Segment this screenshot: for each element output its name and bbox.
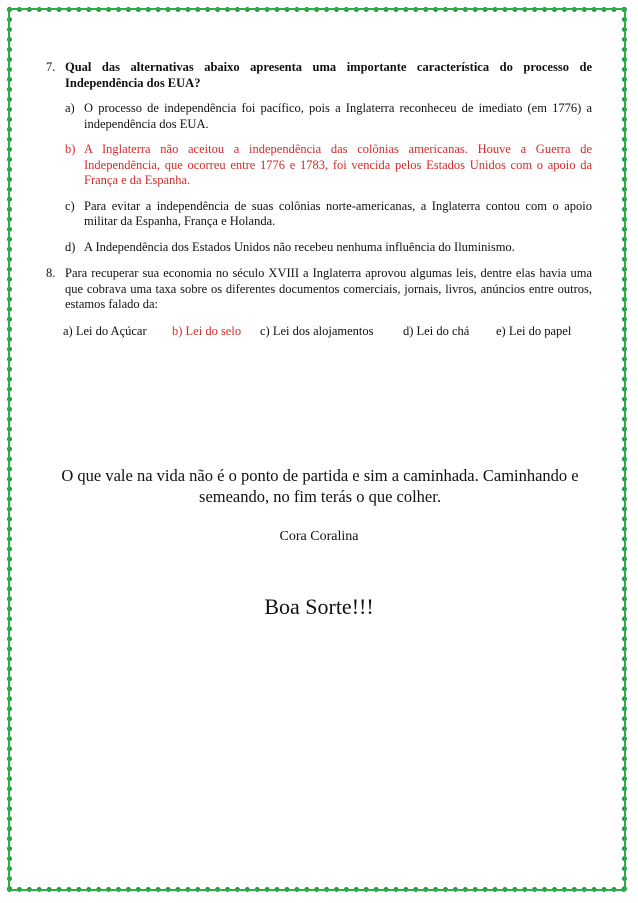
question-8-option-e: e) Lei do papel bbox=[496, 323, 572, 338]
question-7-option-d bbox=[46, 240, 592, 256]
question-8-number: 8. bbox=[46, 266, 56, 280]
exam-content bbox=[46, 60, 592, 339]
question-7-option-b bbox=[46, 142, 592, 189]
question-8-option-c: c) Lei dos alojamentos bbox=[260, 323, 374, 338]
question-8 bbox=[46, 266, 592, 313]
option-letter: c) bbox=[65, 198, 75, 213]
question-7-number: 7. bbox=[46, 60, 56, 74]
quote-text: O que vale na vida não é o ponto de partida e sim a caminhada. Caminhando e semeando, no fim terás o que colher. bbox=[61, 466, 579, 506]
option-letter: a) bbox=[65, 101, 75, 115]
option-text: A Inglaterra não aceitou a independência das colônias americanas. Houve a Guerra de Independência, que ocorreu entre 1776 e 1783, foi vencida pelos Estados Unidos com o apoio da França e da Espanha. bbox=[84, 142, 592, 187]
closing-message: Boa Sorte!!! bbox=[264, 594, 374, 619]
question-7-option-a bbox=[46, 101, 592, 132]
option-text: Para evitar a independência de suas colônias norte-americanas, a Inglaterra contou com o apoio militar da Espanha, França e Holanda. bbox=[84, 198, 592, 228]
question-8-option-a: a) Lei do Açúcar bbox=[63, 323, 147, 338]
option-letter: b) bbox=[65, 142, 76, 156]
option-text: A Independência dos Estados Unidos não recebeu nenhuma influência do Iluminismo. bbox=[84, 239, 515, 254]
question-7-text: Qual das alternativas abaixo apresenta uma importante característica do processo de Independência dos EUA? bbox=[65, 60, 592, 90]
quote-author: Cora Coralina bbox=[279, 529, 359, 544]
option-letter: d) bbox=[65, 239, 76, 254]
question-8-option-d: d) Lei do chá bbox=[403, 323, 470, 338]
question-7-option-c bbox=[46, 199, 592, 230]
question-8-option-b: b) Lei do selo bbox=[172, 323, 242, 338]
question-7 bbox=[46, 60, 592, 91]
question-8-text: Para recuperar sua economia no século XVIII a Inglaterra aprovou algumas leis, dentre elas havia uma que cobrava uma taxa sobre os diferentes documentos comerciais, jornais, livros, anúncios entre outros, estamos falado da: bbox=[65, 266, 592, 311]
question-8-options bbox=[46, 324, 592, 340]
option-text: O processo de independência foi pacífico, pois a Inglaterra reconheceu de imediato (em 1776) a independência dos EUA. bbox=[84, 101, 592, 131]
